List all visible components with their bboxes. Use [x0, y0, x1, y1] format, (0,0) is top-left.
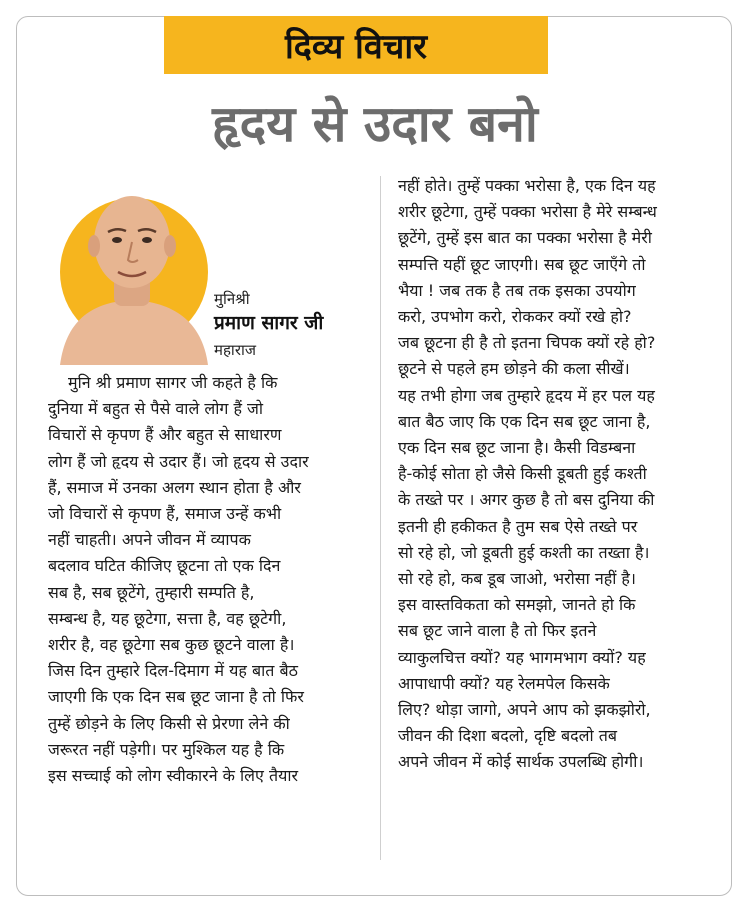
text-line: हैं, समाज में उनका अलग स्थान होता है और	[48, 477, 301, 497]
text-line: जीवन की दिशा बदलो, दृष्टि बदलो तब	[398, 726, 617, 746]
text-line: व्याकुलचित्त क्यों? यह भागमभाग क्यों? यह	[398, 647, 646, 667]
text-line: सो रहे हो, जो डूबती हुई कश्ती का तख्ता है।	[398, 542, 650, 562]
section-banner	[164, 16, 548, 74]
text-line: आपाधापी क्यों? यह रेलमपेल किसके	[398, 673, 610, 693]
text-line: जिस दिन तुम्हारे दिल-दिमाग में यह बात बैठ	[48, 661, 298, 681]
author-portrait	[52, 180, 212, 365]
text-line: शरीर है, वह छूटेगा सब कुछ छूटने वाला है।	[48, 635, 295, 655]
text-line: तुम्हें छोड़ने के लिए किसी से प्रेरणा लेने की	[48, 713, 290, 733]
portrait-body	[60, 300, 208, 365]
text-line: है-कोई सोता हो जैसे किसी डूबती हुई कश्ती	[398, 464, 647, 484]
text-line: मुनि श्री प्रमाण सागर जी कहते है कि	[68, 373, 278, 392]
text-line: इतनी ही हकीकत है तुम सब ऐसे तख्ते पर	[398, 516, 638, 536]
text-line: भैया ! जब तक है तब तक इसका उपयोग	[398, 280, 636, 300]
author-suffix: महाराज	[214, 341, 256, 359]
portrait-ear-right	[164, 235, 176, 257]
article-column-right	[398, 173, 728, 776]
text-line: एक दिन सब छूट जाना है। कैसी विडम्बना	[398, 438, 636, 458]
author-prefix: मुनिश्री	[214, 290, 250, 308]
author-name: प्रमाण सागर जी	[214, 312, 324, 334]
text-line: शरीर छूटेगा, तुम्हें पक्का भरोसा है मेरे सम्बन्ध	[398, 202, 657, 222]
text-line: दुनिया में बहुत से पैसे वाले लोग हैं जो	[48, 399, 264, 419]
portrait-ear-left	[88, 235, 100, 257]
text-line: सम्बन्ध है, यह छूटेगा, सत्ता है, वह छूटेगी,	[48, 608, 287, 628]
headline: हृदय से उदार बनो	[212, 95, 538, 153]
text-line: बदलाव घटित कीजिए छूटना तो एक दिन	[48, 556, 281, 576]
text-line: सम्पत्ति यहीं छूट जाएगी। सब छूट जाएँगे तो	[398, 254, 646, 274]
text-line: करो, उपभोग करो, रोककर क्यों रखे हो?	[398, 307, 632, 327]
portrait-eye-left	[112, 237, 122, 243]
text-line: सो रहे हो, कब डूब जाओ, भरोसा नहीं है।	[398, 569, 636, 589]
text-line: नहीं होते। तुम्हें पक्का भरोसा है, एक दिन यह	[398, 176, 656, 195]
text-line: बात बैठ जाए कि एक दिन सब छूट जाना है,	[398, 411, 651, 431]
text-line: लोग हैं जो हृदय से उदार हैं। जो हृदय से उदार	[48, 451, 309, 471]
text-line: नहीं चाहती। अपने जीवन में व्यापक	[48, 530, 251, 550]
column-divider	[380, 176, 381, 860]
text-line: विचारों से कृपण हैं और बहुत से साधारण	[48, 425, 282, 445]
section-banner-label: दिव्य विचार	[284, 27, 428, 67]
text-line: छूटने से पहले हम छोड़ने की कला सीखें।	[398, 359, 630, 379]
portrait-eye-right	[142, 237, 152, 243]
text-line: लिए? थोड़ा जागो, अपने आप को झकझोरो,	[398, 700, 651, 720]
text-line: जाएगी कि एक दिन सब छूट जाना है तो फिर	[48, 687, 304, 707]
text-line: अपने जीवन में कोई सार्थक उपलब्धि होगी।	[398, 752, 644, 772]
text-line: सब है, सब छूटेंगे, तुम्हारी सम्पति है,	[48, 582, 255, 602]
text-line: इस सच्चाई को लोग स्वीकारने के लिए तैयार	[48, 766, 299, 786]
text-line: इस वास्तविकता को समझो, जानते हो कि	[398, 595, 636, 615]
text-line: जो विचारों से कृपण हैं, समाज उन्हें कभी	[48, 504, 282, 524]
text-line: के तख्ते पर । अगर कुछ है तो बस दुनिया की	[398, 490, 655, 510]
article-column-left	[48, 370, 360, 789]
text-line: यह तभी होगा जब तुम्हारे हृदय में हर पल यह	[398, 385, 655, 405]
text-line: जब छूटना ही है तो इतना चिपक क्यों रहे हो?	[398, 333, 656, 353]
text-line: सब छूट जाने वाला है तो फिर इतने	[398, 621, 597, 641]
text-line: जरूरत नहीं पड़ेगी। पर मुश्किल यह है कि	[48, 739, 285, 759]
text-line: छूटेंगे, तुम्हें इस बात का पक्का भरोसा है मेरी	[398, 228, 652, 248]
